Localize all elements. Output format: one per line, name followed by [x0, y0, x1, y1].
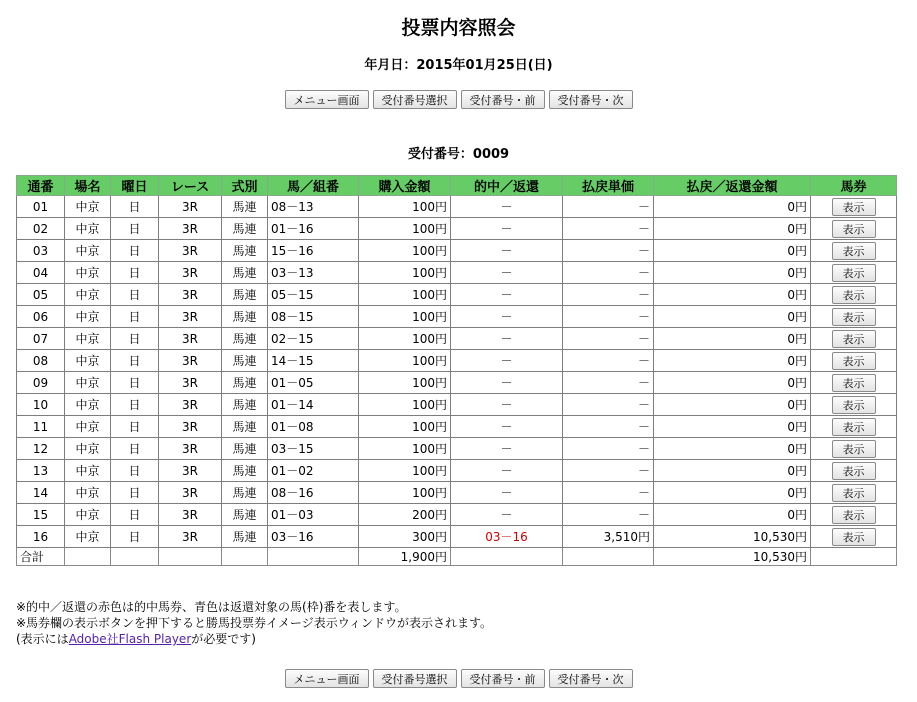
combination-cell: 01－14: [268, 394, 359, 416]
payout-amount-cell: 0円: [654, 284, 811, 306]
table-row: [17, 416, 897, 438]
ticket-cell: [811, 284, 897, 306]
hit-refund-cell: －: [451, 262, 563, 284]
purchase-amount-cell: 100円: [359, 372, 451, 394]
show-ticket-button[interactable]: 表示: [832, 286, 876, 304]
ticket-cell: [811, 306, 897, 328]
ticket-cell: [811, 394, 897, 416]
flash-player-link[interactable]: Adobe社Flash Player: [68, 632, 192, 646]
table-row: [17, 262, 897, 284]
table-row: [17, 306, 897, 328]
notes: [16, 599, 492, 647]
bet-type-cell: 馬連: [222, 460, 268, 482]
row-number: 02: [17, 218, 65, 240]
day-cell: 日: [111, 482, 159, 504]
venue-cell: 中京: [65, 306, 111, 328]
combination-cell: 08－13: [268, 196, 359, 218]
bet-type-cell: 馬連: [222, 306, 268, 328]
bet-type-cell: 馬連: [222, 284, 268, 306]
payout-unit-cell: －: [563, 328, 654, 350]
receipt-select-button[interactable]: 受付番号選択: [373, 90, 457, 109]
bet-table: [16, 175, 897, 566]
purchase-amount-cell: 100円: [359, 218, 451, 240]
payout-amount-cell: 0円: [654, 372, 811, 394]
show-ticket-button[interactable]: 表示: [832, 396, 876, 414]
ticket-cell: [811, 372, 897, 394]
purchase-amount-cell: 100円: [359, 460, 451, 482]
show-ticket-button[interactable]: 表示: [832, 242, 876, 260]
row-number: 01: [17, 196, 65, 218]
row-number: 11: [17, 416, 65, 438]
header-cell: 払戻単価: [563, 176, 654, 196]
payout-amount-cell: 0円: [654, 504, 811, 526]
bet-type-cell: 馬連: [222, 416, 268, 438]
purchase-amount-cell: 100円: [359, 350, 451, 372]
hit-refund-cell: 03－16: [451, 526, 563, 548]
ticket-cell: [811, 196, 897, 218]
menu-button[interactable]: メニュー画面: [285, 90, 369, 109]
venue-cell: 中京: [65, 372, 111, 394]
show-ticket-button[interactable]: 表示: [832, 484, 876, 502]
bet-type-cell: 馬連: [222, 394, 268, 416]
venue-cell: 中京: [65, 416, 111, 438]
ticket-cell: [811, 416, 897, 438]
show-ticket-button[interactable]: 表示: [832, 506, 876, 524]
purchase-amount-cell: 100円: [359, 438, 451, 460]
row-number: 13: [17, 460, 65, 482]
combination-cell: 03－13: [268, 262, 359, 284]
header-cell: 的中／返還: [451, 176, 563, 196]
day-cell: 日: [111, 284, 159, 306]
bet-type-cell: 馬連: [222, 262, 268, 284]
venue-cell: 中京: [65, 526, 111, 548]
top-nav: [0, 90, 917, 109]
hit-refund-cell: －: [451, 438, 563, 460]
payout-amount-cell: 0円: [654, 416, 811, 438]
receipt-next-button[interactable]: 受付番号・次: [549, 669, 633, 688]
hit-refund-cell: －: [451, 460, 563, 482]
day-cell: 日: [111, 394, 159, 416]
date-label: 年月日：2015年01月25日(日): [364, 58, 553, 73]
day-cell: 日: [111, 350, 159, 372]
show-ticket-button[interactable]: 表示: [832, 264, 876, 282]
table-row: [17, 482, 897, 504]
receipt-select-button[interactable]: 受付番号選択: [373, 669, 457, 688]
header-cell: レース: [159, 176, 222, 196]
payout-unit-cell: 3,510円: [563, 526, 654, 548]
venue-cell: 中京: [65, 196, 111, 218]
ticket-cell: [811, 240, 897, 262]
bet-type-cell: 馬連: [222, 504, 268, 526]
day-cell: 日: [111, 416, 159, 438]
race-cell: 3R: [159, 284, 222, 306]
hit-refund-cell: －: [451, 196, 563, 218]
race-cell: 3R: [159, 438, 222, 460]
table-row: [17, 196, 897, 218]
show-ticket-button[interactable]: 表示: [832, 352, 876, 370]
venue-cell: 中京: [65, 504, 111, 526]
bet-type-cell: 馬連: [222, 482, 268, 504]
hit-refund-cell: －: [451, 240, 563, 262]
payout-unit-cell: －: [563, 218, 654, 240]
combination-cell: 05－15: [268, 284, 359, 306]
row-number: 03: [17, 240, 65, 262]
header-cell: 馬／組番: [268, 176, 359, 196]
race-cell: 3R: [159, 196, 222, 218]
race-cell: 3R: [159, 350, 222, 372]
hit-refund-cell: －: [451, 306, 563, 328]
hit-refund-cell: －: [451, 350, 563, 372]
table-row: [17, 372, 897, 394]
day-cell: 日: [111, 526, 159, 548]
table-row: [17, 504, 897, 526]
hit-refund-cell: －: [451, 482, 563, 504]
ticket-cell: [811, 218, 897, 240]
header-cell: 場名: [65, 176, 111, 196]
race-cell: 3R: [159, 394, 222, 416]
payout-amount-cell: 0円: [654, 482, 811, 504]
payout-amount-cell: 0円: [654, 328, 811, 350]
total-empty-cell: [222, 548, 268, 566]
purchase-amount-cell: 100円: [359, 394, 451, 416]
day-cell: 日: [111, 240, 159, 262]
total-label: 合計: [17, 548, 65, 566]
race-cell: 3R: [159, 482, 222, 504]
show-ticket-button[interactable]: 表示: [832, 308, 876, 326]
ticket-cell: [811, 350, 897, 372]
table-row: [17, 526, 897, 548]
day-cell: 日: [111, 306, 159, 328]
note-line-color: ※的中／返還の赤色は的中馬券、青色は返還対象の馬(枠)番を表します。: [16, 600, 407, 614]
page-title: 投票内容照会: [401, 17, 516, 39]
show-ticket-button[interactable]: 表示: [832, 220, 876, 238]
purchase-amount-cell: 100円: [359, 196, 451, 218]
total-payout: 10,530円: [654, 548, 811, 566]
receipt-prev-button[interactable]: 受付番号・前: [461, 90, 545, 109]
purchase-amount-cell: 100円: [359, 328, 451, 350]
day-cell: 日: [111, 218, 159, 240]
venue-cell: 中京: [65, 350, 111, 372]
bet-type-cell: 馬連: [222, 328, 268, 350]
total-amount: 1,900円: [359, 548, 451, 566]
venue-cell: 中京: [65, 262, 111, 284]
venue-cell: 中京: [65, 328, 111, 350]
row-number: 16: [17, 526, 65, 548]
hit-refund-cell: －: [451, 284, 563, 306]
race-cell: 3R: [159, 526, 222, 548]
row-number: 07: [17, 328, 65, 350]
combination-cell: 01－08: [268, 416, 359, 438]
ticket-cell: [811, 438, 897, 460]
table-row: [17, 240, 897, 262]
venue-cell: 中京: [65, 240, 111, 262]
race-cell: 3R: [159, 416, 222, 438]
bet-type-cell: 馬連: [222, 240, 268, 262]
bet-type-cell: 馬連: [222, 438, 268, 460]
note-flash-prefix: (表示には: [16, 632, 69, 646]
day-cell: 日: [111, 328, 159, 350]
payout-unit-cell: －: [563, 196, 654, 218]
payout-amount-cell: 0円: [654, 350, 811, 372]
combination-cell: 01－02: [268, 460, 359, 482]
table-row: [17, 284, 897, 306]
header-cell: 式別: [222, 176, 268, 196]
ticket-cell: [811, 328, 897, 350]
venue-cell: 中京: [65, 218, 111, 240]
show-ticket-button[interactable]: 表示: [832, 330, 876, 348]
payout-unit-cell: －: [563, 350, 654, 372]
purchase-amount-cell: 300円: [359, 526, 451, 548]
header-cell: 曜日: [111, 176, 159, 196]
bet-type-cell: 馬連: [222, 218, 268, 240]
note-line-button: ※馬券欄の表示ボタンを押下すると勝馬投票券イメージ表示ウィンドウが表示されます。: [16, 616, 493, 630]
total-empty-cell: [159, 548, 222, 566]
show-ticket-button[interactable]: 表示: [832, 198, 876, 216]
ticket-cell: [811, 504, 897, 526]
day-cell: 日: [111, 196, 159, 218]
total-empty-cell: [563, 548, 654, 566]
combination-cell: 14－15: [268, 350, 359, 372]
race-cell: 3R: [159, 306, 222, 328]
payout-amount-cell: 0円: [654, 438, 811, 460]
purchase-amount-cell: 100円: [359, 306, 451, 328]
payout-amount-cell: 0円: [654, 306, 811, 328]
total-empty-cell: [65, 548, 111, 566]
venue-cell: 中京: [65, 394, 111, 416]
race-cell: 3R: [159, 262, 222, 284]
hit-refund-cell: －: [451, 372, 563, 394]
hit-refund-cell: －: [451, 218, 563, 240]
purchase-amount-cell: 100円: [359, 240, 451, 262]
receipt-next-button[interactable]: 受付番号・次: [549, 90, 633, 109]
header-cell: 払戻／返還金額: [654, 176, 811, 196]
ticket-cell: [811, 526, 897, 548]
show-ticket-button[interactable]: 表示: [832, 374, 876, 392]
purchase-amount-cell: 100円: [359, 262, 451, 284]
header-cell: 馬券: [811, 176, 897, 196]
table-row: [17, 218, 897, 240]
day-cell: 日: [111, 262, 159, 284]
race-cell: 3R: [159, 218, 222, 240]
payout-amount-cell: 0円: [654, 218, 811, 240]
table-row: [17, 328, 897, 350]
race-cell: 3R: [159, 504, 222, 526]
payout-amount-cell: 0円: [654, 262, 811, 284]
receipt-prev-button[interactable]: 受付番号・前: [461, 669, 545, 688]
bet-type-cell: 馬連: [222, 196, 268, 218]
row-number: 12: [17, 438, 65, 460]
payout-unit-cell: －: [563, 394, 654, 416]
day-cell: 日: [111, 504, 159, 526]
purchase-amount-cell: 100円: [359, 416, 451, 438]
total-empty-cell: [451, 548, 563, 566]
note-line-flash: [16, 631, 492, 647]
row-number: 04: [17, 262, 65, 284]
total-empty-cell: [268, 548, 359, 566]
header-cell: 通番: [17, 176, 65, 196]
bet-type-cell: 馬連: [222, 526, 268, 548]
payout-amount-cell: 0円: [654, 460, 811, 482]
venue-cell: 中京: [65, 482, 111, 504]
payout-unit-cell: －: [563, 416, 654, 438]
table-header-row: [17, 176, 897, 196]
payout-unit-cell: －: [563, 460, 654, 482]
combination-cell: 15－16: [268, 240, 359, 262]
day-cell: 日: [111, 372, 159, 394]
payout-unit-cell: －: [563, 482, 654, 504]
payout-unit-cell: －: [563, 240, 654, 262]
row-number: 08: [17, 350, 65, 372]
payout-unit-cell: －: [563, 306, 654, 328]
table-row: [17, 460, 897, 482]
bet-type-cell: 馬連: [222, 350, 268, 372]
row-number: 09: [17, 372, 65, 394]
combination-cell: 08－16: [268, 482, 359, 504]
row-number: 05: [17, 284, 65, 306]
row-number: 15: [17, 504, 65, 526]
payout-unit-cell: －: [563, 284, 654, 306]
note-flash-suffix: が必要です): [191, 632, 256, 646]
total-empty-cell: [811, 548, 897, 566]
hit-refund-cell: －: [451, 328, 563, 350]
payout-amount-cell: 0円: [654, 240, 811, 262]
day-cell: 日: [111, 460, 159, 482]
show-ticket-button[interactable]: 表示: [832, 418, 876, 436]
payout-amount-cell: 0円: [654, 394, 811, 416]
total-row: [17, 548, 897, 566]
menu-button[interactable]: メニュー画面: [285, 669, 369, 688]
show-ticket-button[interactable]: 表示: [832, 440, 876, 458]
payout-unit-cell: －: [563, 504, 654, 526]
hit-refund-cell: －: [451, 504, 563, 526]
row-number: 14: [17, 482, 65, 504]
table-row: [17, 438, 897, 460]
row-number: 10: [17, 394, 65, 416]
venue-cell: 中京: [65, 460, 111, 482]
show-ticket-button[interactable]: 表示: [832, 528, 876, 546]
bottom-nav: [0, 669, 917, 688]
payout-unit-cell: －: [563, 438, 654, 460]
row-number: 06: [17, 306, 65, 328]
hit-refund-cell: －: [451, 394, 563, 416]
payout-amount-cell: 0円: [654, 196, 811, 218]
ticket-cell: [811, 262, 897, 284]
combination-cell: 03－15: [268, 438, 359, 460]
day-cell: 日: [111, 438, 159, 460]
show-ticket-button[interactable]: 表示: [832, 462, 876, 480]
hit-refund-cell: －: [451, 416, 563, 438]
total-empty-cell: [111, 548, 159, 566]
race-cell: 3R: [159, 328, 222, 350]
venue-cell: 中京: [65, 284, 111, 306]
race-cell: 3R: [159, 240, 222, 262]
combination-cell: 01－16: [268, 218, 359, 240]
purchase-amount-cell: 100円: [359, 482, 451, 504]
combination-cell: 01－05: [268, 372, 359, 394]
purchase-amount-cell: 200円: [359, 504, 451, 526]
bet-type-cell: 馬連: [222, 372, 268, 394]
ticket-cell: [811, 460, 897, 482]
table-row: [17, 394, 897, 416]
combination-cell: 03－16: [268, 526, 359, 548]
race-cell: 3R: [159, 372, 222, 394]
venue-cell: 中京: [65, 438, 111, 460]
payout-unit-cell: －: [563, 372, 654, 394]
ticket-cell: [811, 482, 897, 504]
combination-cell: 01－03: [268, 504, 359, 526]
purchase-amount-cell: 100円: [359, 284, 451, 306]
payout-amount-cell: 10,530円: [654, 526, 811, 548]
payout-unit-cell: －: [563, 262, 654, 284]
table-row: [17, 350, 897, 372]
combination-cell: 08－15: [268, 306, 359, 328]
race-cell: 3R: [159, 460, 222, 482]
receipt-number: 受付番号：0009: [407, 147, 510, 162]
header-cell: 購入金額: [359, 176, 451, 196]
combination-cell: 02－15: [268, 328, 359, 350]
